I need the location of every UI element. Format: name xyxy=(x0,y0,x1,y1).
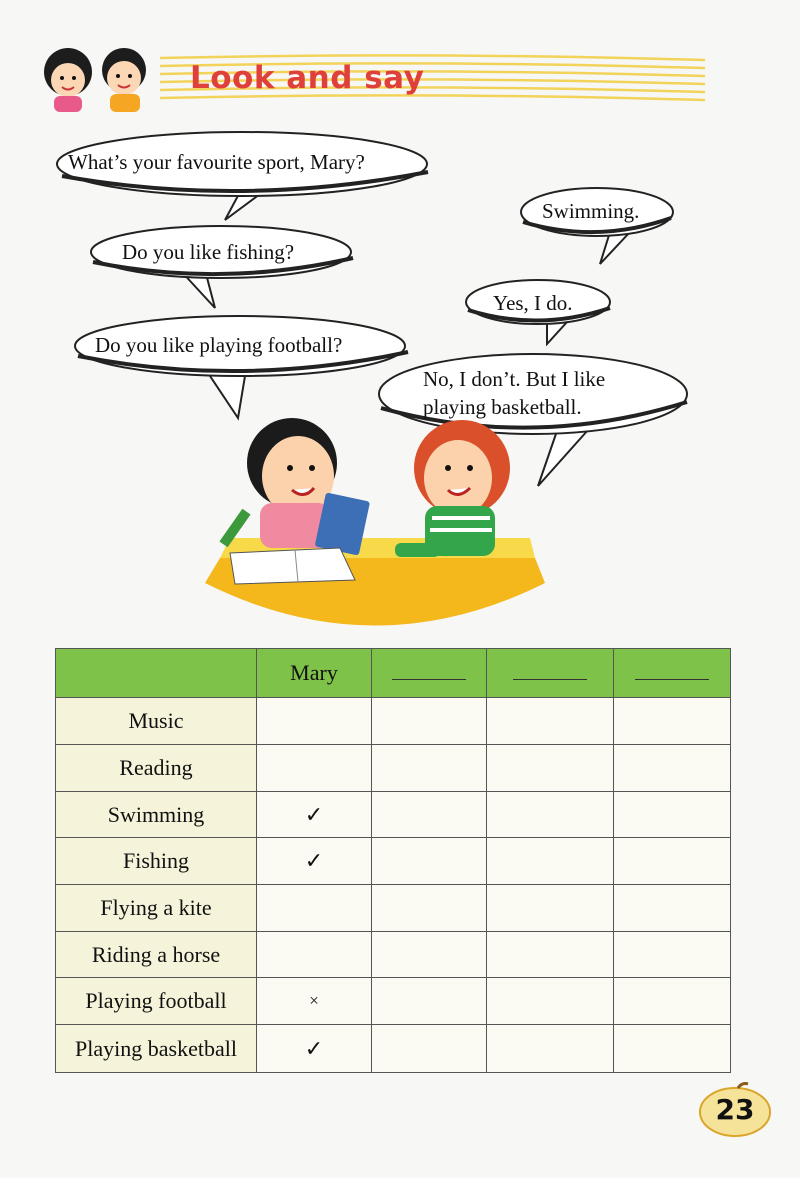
page-number-badge xyxy=(698,1080,772,1138)
answer-cell[interactable] xyxy=(372,745,487,792)
answer-cell[interactable] xyxy=(614,978,731,1025)
write-in-line[interactable] xyxy=(635,661,709,680)
answer-cell-mary[interactable]: ✓ xyxy=(257,838,372,885)
answer-cell[interactable] xyxy=(487,698,614,745)
answer-cell[interactable] xyxy=(487,838,614,885)
write-in-line[interactable] xyxy=(513,661,587,680)
kids-at-desk-illustration xyxy=(200,408,550,633)
answer-cell[interactable] xyxy=(487,792,614,838)
sports-survey-table xyxy=(55,648,731,1073)
answer-cell-mary[interactable] xyxy=(257,745,372,792)
activity-label: Playing basketball xyxy=(56,1025,257,1073)
table-row xyxy=(56,978,731,1025)
activity-label: Riding a horse xyxy=(56,932,257,978)
answer-cell[interactable] xyxy=(487,745,614,792)
answer-cell[interactable] xyxy=(372,792,487,838)
header-kids-illustration xyxy=(36,40,156,115)
table-header-row xyxy=(56,649,731,698)
bubble-a1-text: Swimming. xyxy=(542,199,640,223)
answer-cell-mary[interactable] xyxy=(257,698,372,745)
table-row xyxy=(56,698,731,745)
answer-cell-mary[interactable]: ✓ xyxy=(257,792,372,838)
answer-cell-mary[interactable] xyxy=(257,932,372,978)
answer-cell[interactable] xyxy=(372,698,487,745)
activity-label: Flying a kite xyxy=(56,885,257,932)
answer-cell[interactable] xyxy=(614,698,731,745)
table-row xyxy=(56,932,731,978)
answer-cell-mary[interactable] xyxy=(257,885,372,932)
answer-cell[interactable] xyxy=(614,792,731,838)
bubble-q1-text: What’s your favourite sport, Mary? xyxy=(68,150,365,174)
speech-bubble-q3 xyxy=(70,312,415,422)
answer-cell[interactable] xyxy=(372,838,487,885)
write-in-line[interactable] xyxy=(392,661,466,680)
table-row xyxy=(56,838,731,885)
answer-cell[interactable] xyxy=(372,885,487,932)
answer-cell[interactable] xyxy=(614,745,731,792)
answer-cell[interactable] xyxy=(487,932,614,978)
header-empty-cell xyxy=(56,649,257,698)
table-row xyxy=(56,885,731,932)
speech-bubble-a1 xyxy=(515,184,680,269)
table-row xyxy=(56,745,731,792)
speech-bubble-q2 xyxy=(85,222,360,312)
page-number: 23 xyxy=(715,1093,755,1126)
bubble-a3-text-line1: No, I don’t. But I like xyxy=(423,367,606,391)
answer-cell[interactable] xyxy=(614,838,731,885)
activity-label: Playing football xyxy=(56,978,257,1025)
table-row xyxy=(56,792,731,838)
bubble-a2-text: Yes, I do. xyxy=(493,291,573,315)
answer-cell[interactable] xyxy=(487,885,614,932)
answer-cell[interactable] xyxy=(614,885,731,932)
activity-label: Fishing xyxy=(56,838,257,885)
answer-cell-mary[interactable]: ✓ xyxy=(257,1025,372,1073)
bubble-q3-text: Do you like playing football? xyxy=(95,333,343,357)
answer-cell[interactable] xyxy=(372,1025,487,1073)
column-header-mary: Mary xyxy=(257,649,372,698)
answer-cell-mary[interactable]: × xyxy=(257,978,372,1025)
answer-cell[interactable] xyxy=(487,1025,614,1073)
answer-cell[interactable] xyxy=(614,1025,731,1073)
bubble-q2-text: Do you like fishing? xyxy=(122,240,295,264)
column-header-blank[interactable] xyxy=(372,649,487,698)
answer-cell[interactable] xyxy=(372,978,487,1025)
answer-cell[interactable] xyxy=(487,978,614,1025)
table-row xyxy=(56,1025,731,1073)
bubble-a3-text-line2: playing basketball. xyxy=(423,395,582,419)
answer-cell[interactable] xyxy=(372,932,487,978)
column-header-blank[interactable] xyxy=(487,649,614,698)
column-header-blank[interactable] xyxy=(614,649,731,698)
section-title: Look and say xyxy=(190,60,425,96)
speech-bubble-q1 xyxy=(50,128,450,228)
activity-label: Music xyxy=(56,698,257,745)
activity-label: Reading xyxy=(56,745,257,792)
activity-label: Swimming xyxy=(56,792,257,838)
answer-cell[interactable] xyxy=(614,932,731,978)
